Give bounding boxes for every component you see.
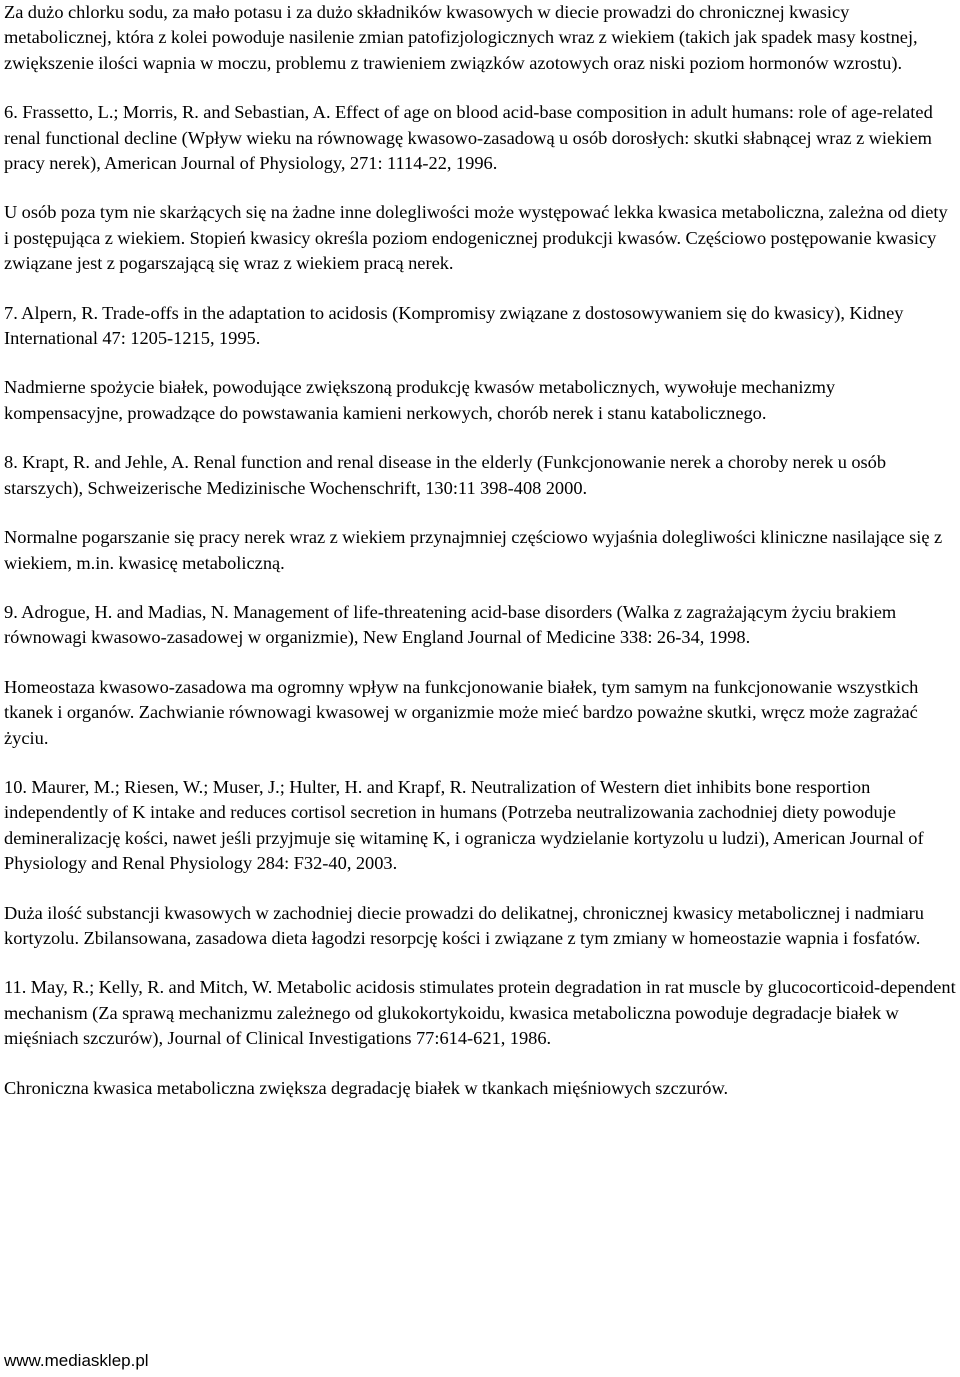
paragraph-comment-9: Homeostaza kwasowo-zasadowa ma ogromny wpływ na funkcjonowanie białek, tym samym na funkcjonowanie wszystkich tkanek i organów. Zachwianie równowagi kwasowej w organizmie może mieć bardzo poważne skutki, wręcz może zagrażać życiu. xyxy=(4,676,919,748)
paragraph-gap xyxy=(4,951,956,975)
reference-11: 11. May, R.; Kelly, R. and Mitch, W. Metabolic acidosis stimulates protein degradation in rat muscle by glucocorticoid-dependent mechanism (Za sprawą mechanizmu zależnego od glukokortykoidu, kwasica metaboliczna powoduje degradacje białek w mięśniach szczurów), Journal of Clinical Investigations 77:614-621, 1986. xyxy=(4,977,956,1049)
paragraph-gap xyxy=(4,651,956,675)
paragraph-gap xyxy=(4,877,956,901)
paragraph-intro: Za dużo chlorku sodu, za mało potasu i za dużo składników kwasowych w diecie prowadzi do chronicznej kwasicy metabolicznej, która z kolei powoduje nasilenie zmian patofizjologicznych wraz z wiekiem (takich jak spadek masy kostnej, zwiększenie ilości wapnia w moczu, problemu z trawieniem związków azotowych oraz niski poziom hormonów wzrostu). xyxy=(4,2,918,73)
document-page xyxy=(4,0,956,1101)
paragraph-gap xyxy=(4,76,956,100)
reference-9: 9. Adrogue, H. and Madias, N. Management of life-threatening acid-base disorders (Walka z zagrażającym życiu brakiem równowagi kwasowo-zasadowej w organizmie), New England Journal of Medicine 338: 26-34, 1998. xyxy=(4,601,897,648)
paragraph-gap xyxy=(4,501,956,525)
paragraph-gap xyxy=(4,1052,956,1076)
paragraph-comment-6: U osób poza tym nie skarżących się na żadne inne dolegliwości może występować lekka kwasica metaboliczna, zależna od diety i postępująca z wiekiem. Stopień kwasicy określa poziom endogenicznej produkcji kwasów. Częściowo postępowanie kwasicy związane jest z pogarszającą się wraz z wiekiem pracą nerek. xyxy=(4,202,948,274)
paragraph-gap xyxy=(4,277,956,301)
paragraph-gap xyxy=(4,576,956,600)
reference-7: 7. Alpern, R. Trade-offs in the adaptation to acidosis (Kompromisy związane z dostosowywaniem się do kwasicy), Kidney International 47: 1205-1215, 1995. xyxy=(4,302,904,349)
reference-8: 8. Krapt, R. and Jehle, A. Renal function and renal disease in the elderly (Funkcjonowanie nerek a choroby nerek u osób starszych), Schweizerische Medizinische Wochenschrift, 130:11 398-408 2000. xyxy=(4,452,887,498)
paragraph-comment-8: Normalne pogarszanie się pracy nerek wraz z wiekiem przynajmniej częściowo wyjaśnia dolegliwości kliniczne nasilające się z wiekiem, m.in. kwasicę metaboliczną. xyxy=(4,527,943,573)
paragraph-comment-11: Chroniczna kwasica metaboliczna zwiększa degradację białek w tkankach mięśniowych szczurów. xyxy=(4,1077,729,1098)
paragraph-gap xyxy=(4,351,956,375)
paragraph-gap xyxy=(4,176,956,200)
paragraph-gap xyxy=(4,751,956,775)
reference-10: 10. Maurer, M.; Riesen, W.; Muser, J.; Hulter, H. and Krapf, R. Neutralization of Western diet inhibits bone resportion independently of K intake and reduces cortisol secretion in humans (Potrzeba neutralizowania zachodniej diety powoduje demineralizację kości, nawet jeśli przyjmuje się witaminę K, i ogranicza wydzielanie kortyzolu u ludzi), American Journal of Physiology and Renal Physiology 284: F32-40, 2003. xyxy=(4,776,924,874)
footer-url: www.mediasklep.pl xyxy=(4,1351,149,1370)
reference-6: 6. Frassetto, L.; Morris, R. and Sebastian, A. Effect of age on blood acid-base composition in adult humans: role of age-related renal functional decline (Wpływ wieku na równowagę kwasowo-zasadową u osób dorosłych: skutki słabnącej wraz z wiekiem pracy nerek), American Journal of Physiology, 271: 1114-22, 1996. xyxy=(4,102,933,174)
paragraph-comment-10: Duża ilość substancji kwasowych w zachodniej diecie prowadzi do delikatnej, chronicznej kwasicy metabolicznej i nadmiaru kortyzolu. Zbilansowana, zasadowa dieta łagodzi resorpcję kości i związane z tym zmiany w homeostazie wapnia i fosfatów. xyxy=(4,902,924,948)
paragraph-gap xyxy=(4,426,956,450)
paragraph-comment-7: Nadmierne spożycie białek, powodujące zwiększoną produkcję kwasów metabolicznych, wywołuje mechanizmy kompensacyjne, prowadzące do powstawania kamieni nerkowych, chorób nerek i stanu katabolicznego. xyxy=(4,377,836,423)
